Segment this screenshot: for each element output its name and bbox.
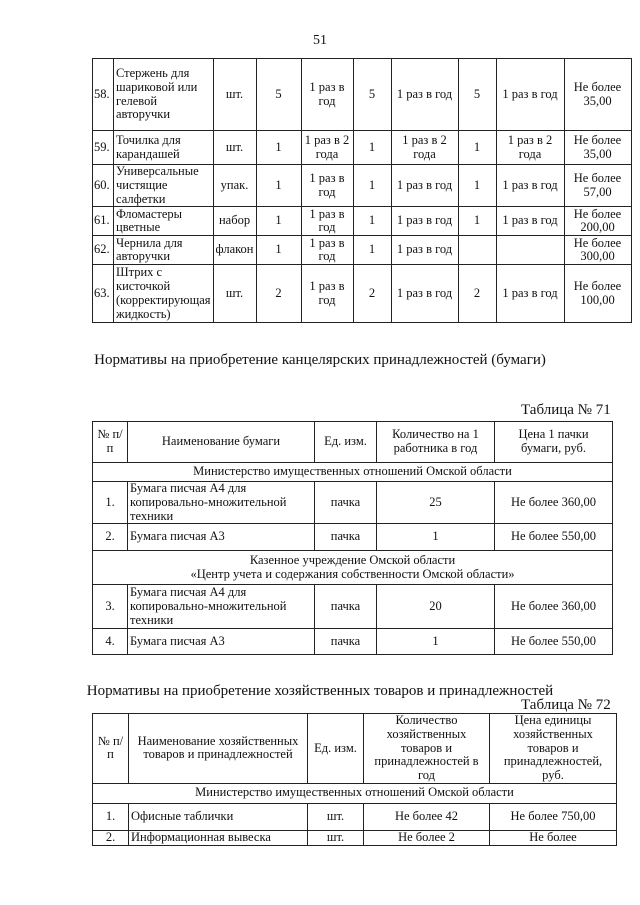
row-qty-2: 1 (353, 236, 391, 265)
row-qty: 1 (377, 629, 495, 655)
row-period-2: 1 раз в год (391, 265, 458, 323)
section-ministry: Министерство имущественных отношений Омской области (93, 463, 613, 482)
header-num: № п/п (93, 422, 128, 463)
row-qty: Не более 42 (364, 803, 490, 830)
table-row (93, 629, 613, 655)
row-period-1: 1 раз в год (301, 207, 353, 236)
row-price: Не более 360,00 (495, 585, 613, 629)
table-71 (92, 421, 613, 655)
row-num: 3. (93, 585, 128, 629)
row-qty: 25 (377, 482, 495, 524)
header-qty: Количество хозяйственных товаров и принадлежностей в год (364, 714, 490, 784)
row-name: Бумага писчая А4 для копировально-множительной техники (128, 585, 315, 629)
row-period-3: 1 раз в год (496, 165, 564, 207)
row-unit: пачка (315, 524, 377, 551)
row-name: Офисные таблички (129, 803, 308, 830)
row-qty: Не более 2 (364, 830, 490, 845)
row-name: Штрих с кисточкой (корректирующая жидкость) (114, 265, 214, 323)
row-period-2: 1 раз в год (391, 207, 458, 236)
row-unit: шт. (308, 803, 364, 830)
header-price: Цена единицы хозяйственных товаров и принадлежностей, руб. (490, 714, 617, 784)
row-price: Не более 750,00 (490, 803, 617, 830)
row-qty-2: 1 (353, 207, 391, 236)
table-row (93, 236, 632, 265)
stationery-norms-table (92, 58, 632, 323)
row-num: 59. (93, 131, 114, 165)
row-qty-1: 5 (256, 59, 301, 131)
row-period-1: 1 раз в год (301, 165, 353, 207)
row-name: Бумага писчая А3 (128, 629, 315, 655)
row-qty: 20 (377, 585, 495, 629)
row-unit: шт. (213, 59, 256, 131)
row-qty-1: 1 (256, 131, 301, 165)
row-unit: упак. (213, 165, 256, 207)
table-row (93, 165, 632, 207)
row-num: 1. (93, 482, 128, 524)
table-row (93, 482, 613, 524)
row-price: Не более 35,00 (564, 131, 631, 165)
row-name: Бумага писчая А3 (128, 524, 315, 551)
row-period-1: 1 раз в год (301, 59, 353, 131)
row-name: Бумага писчая А4 для копировально-множительной техники (128, 482, 315, 524)
row-qty: 1 (377, 524, 495, 551)
row-qty-1: 1 (256, 207, 301, 236)
row-qty-2: 1 (353, 131, 391, 165)
row-period-2: 1 раз в год (391, 165, 458, 207)
row-unit: пачка (315, 629, 377, 655)
table-row (93, 131, 632, 165)
row-num: 4. (93, 629, 128, 655)
row-num: 58. (93, 59, 114, 131)
row-price: Не более 360,00 (495, 482, 613, 524)
row-name: Чернила для авторучки (114, 236, 214, 265)
row-qty-3: 1 (458, 131, 496, 165)
row-name: Стержень для шариковой или гелевой авторучки (114, 59, 214, 131)
heading-household-norms: Нормативы на приобретение хозяйственных товаров и принадлежностей (86, 683, 554, 699)
row-name: Точилка для карандашей (114, 131, 214, 165)
row-unit: шт. (213, 265, 256, 323)
table-row (93, 585, 613, 629)
row-price: Не более 100,00 (564, 265, 631, 323)
row-num: 2. (93, 524, 128, 551)
row-num: 62. (93, 236, 114, 265)
row-num: 61. (93, 207, 114, 236)
row-period-3 (496, 236, 564, 265)
row-num: 60. (93, 165, 114, 207)
row-name: Информационная вывеска (129, 830, 308, 845)
row-period-2: 1 раз в год (391, 59, 458, 131)
row-period-3: 1 раз в 2 года (496, 131, 564, 165)
row-unit: шт. (308, 830, 364, 845)
row-unit: флакон (213, 236, 256, 265)
row-num: 63. (93, 265, 114, 323)
row-price: Не более (490, 830, 617, 845)
row-period-3: 1 раз в год (496, 207, 564, 236)
section-ministry: Министерство имущественных отношений Омской области (93, 783, 617, 803)
section-institution (93, 551, 613, 585)
row-unit: пачка (315, 585, 377, 629)
table-72 (92, 713, 617, 846)
table-row (93, 830, 617, 845)
row-price: Не более 200,00 (564, 207, 631, 236)
row-qty-3: 1 (458, 165, 496, 207)
header-price: Цена 1 пачки бумаги, руб. (495, 422, 613, 463)
row-qty-3: 5 (458, 59, 496, 131)
section-institution-line2: «Центр учета и содержания собственности Омской области» (190, 566, 515, 581)
row-qty-2: 2 (353, 265, 391, 323)
row-qty-1: 2 (256, 265, 301, 323)
row-price: Не более 57,00 (564, 165, 631, 207)
row-price: Не более 300,00 (564, 236, 631, 265)
section-institution-line1: Казенное учреждение Омской области (249, 553, 456, 567)
row-qty-3 (458, 236, 496, 265)
row-unit: шт. (213, 131, 256, 165)
header-qty: Количество на 1 работника в год (377, 422, 495, 463)
header-unit: Ед. изм. (308, 714, 364, 784)
table-72-label: Таблица № 72 (521, 697, 611, 713)
row-qty-2: 5 (353, 59, 391, 131)
row-period-3: 1 раз в год (496, 59, 564, 131)
row-period-1: 1 раз в 2 года (301, 131, 353, 165)
table-row (93, 524, 613, 551)
header-unit: Ед. изм. (315, 422, 377, 463)
row-qty-3: 2 (458, 265, 496, 323)
row-num: 1. (93, 803, 129, 830)
header-num: № п/п (93, 714, 129, 784)
table-row (93, 265, 632, 323)
page-number: 51 (313, 33, 327, 48)
row-name: Универсальные чистящие салфетки (114, 165, 214, 207)
row-price: Не более 35,00 (564, 59, 631, 131)
row-name: Фломастеры цветные (114, 207, 214, 236)
row-unit: набор (213, 207, 256, 236)
row-qty-1: 1 (256, 236, 301, 265)
row-price: Не более 550,00 (495, 629, 613, 655)
table-row (93, 803, 617, 830)
row-period-2: 1 раз в год (391, 236, 458, 265)
row-qty-3: 1 (458, 207, 496, 236)
row-num: 2. (93, 830, 129, 845)
row-price: Не более 550,00 (495, 524, 613, 551)
table-row (93, 207, 632, 236)
header-paper-name: Наименование бумаги (128, 422, 315, 463)
row-period-1: 1 раз в год (301, 236, 353, 265)
table-row (93, 59, 632, 131)
row-period-1: 1 раз в год (301, 265, 353, 323)
heading-paper-norms: Нормативы на приобретение канцелярских принадлежностей (бумаги) (94, 352, 546, 368)
row-qty-2: 1 (353, 165, 391, 207)
row-period-3: 1 раз в год (496, 265, 564, 323)
table-71-label: Таблица № 71 (521, 402, 611, 418)
row-qty-1: 1 (256, 165, 301, 207)
row-period-2: 1 раз в 2 года (391, 131, 458, 165)
header-goods-name: Наименование хозяйственных товаров и принадлежностей (129, 714, 308, 784)
row-unit: пачка (315, 482, 377, 524)
